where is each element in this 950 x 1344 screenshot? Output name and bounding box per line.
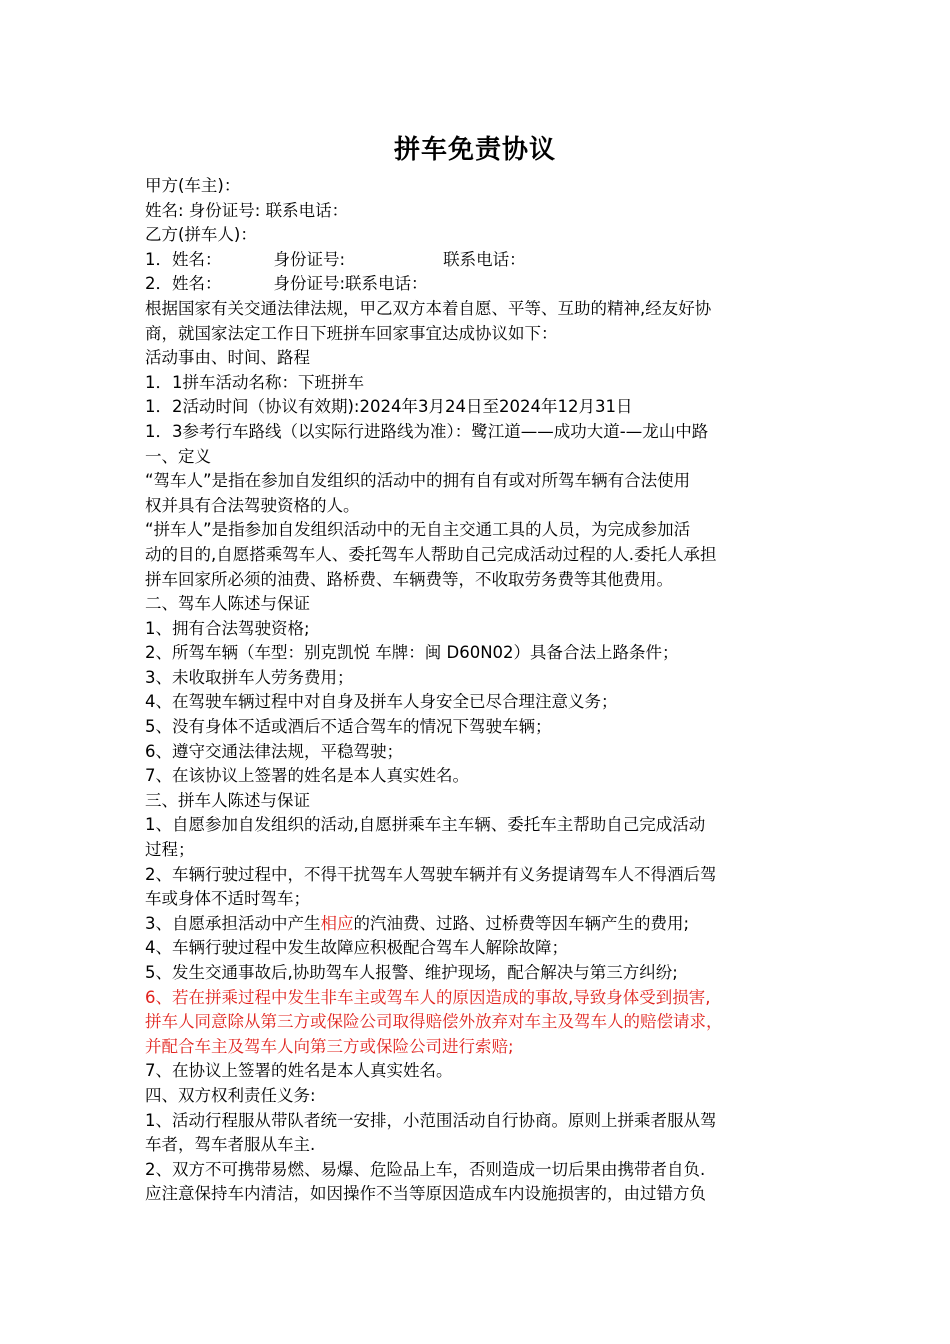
rider-clause-6c: 并配合车主及驾车人向第三方或保险公司进行索赔; bbox=[145, 1036, 514, 1056]
party-a-fields: 姓名: 身份证号: 联系电话： bbox=[145, 200, 349, 220]
activity-route: 1．3参考行车路线（以实际行进路线为准）：鹭江道——成功大道-—龙山中路 bbox=[145, 421, 709, 441]
party-b-2-name-label: 2．姓名： bbox=[145, 274, 222, 294]
party-b-person-2 bbox=[145, 272, 815, 297]
rider-clause-6b: 拼车人同意除从第三方或保险公司取得赔偿外放弃对车主及驾车人的赔偿请求， bbox=[145, 1012, 723, 1032]
rider-clause-6a: 6、若在拼乘过程中发生非车主或驾车人的原因造成的事故,导致身体受到损害, bbox=[145, 987, 711, 1007]
driver-clause-3: 3、未收取拼车人劳务费用； bbox=[145, 667, 354, 687]
definition-rider-1: “拼车人”是指参加自发组织活动中的无自主交通工具的人员，为完成参加活 bbox=[145, 520, 691, 540]
rider-clause-5: 5、发生交通事故后,协助驾车人报警、维护现场，配合解决与第三方纠纷; bbox=[145, 963, 678, 982]
rider-clause-4: 4、车辆行驶过程中发生故障应积极配合驾车人解除故障； bbox=[145, 938, 568, 958]
rider-clause-2b: 车或身体不适时驾车； bbox=[145, 889, 310, 909]
activity-time: 1．2活动时间（协议有效期):2024年3月24日至2024年12月31日 bbox=[145, 397, 633, 417]
driver-clause-6: 6、遵守交通法律法规，平稳驾驶； bbox=[145, 741, 403, 761]
activity-heading: 活动事由、时间、路程 bbox=[145, 348, 310, 368]
definition-driver-2: 权并具有合法驾驶资格的人。 bbox=[145, 495, 360, 515]
section-3-heading: 三、拼车人陈述与保证 bbox=[145, 790, 310, 810]
duty-clause-2b: 应注意保持车内清洁，如因操作不当等原因造成车内设施损害的，由过错方负 bbox=[145, 1184, 706, 1204]
section-2-heading: 二、驾车人陈述与保证 bbox=[145, 594, 310, 614]
duty-clause-1a: 1、活动行程服从带队者统一安排，小范围活动自行协商。原则上拼乘者服从驾 bbox=[145, 1110, 717, 1130]
definition-rider-3: 拼车回家所必须的油费、路桥费、车辆费等，不收取劳务费等其他费用。 bbox=[145, 569, 673, 589]
party-b-person-1 bbox=[145, 248, 815, 273]
rider-clause-3 bbox=[145, 912, 815, 937]
definition-driver-1: “驾车人”是指在参加自发组织的活动中的拥有自有或对所驾车辆有合法使用 bbox=[145, 471, 691, 491]
driver-clause-2: 2、所驾车辆（车型：别克凯悦 车牌：闽 D60N02）具备合法上路条件； bbox=[145, 643, 679, 663]
rider-clause-1a: 1、自愿参加自发组织的活动,自愿拼乘车主车辆、委托车主帮助自己完成活动 bbox=[145, 815, 706, 835]
driver-clause-7: 7、在该协议上签署的姓名是本人真实姓名。 bbox=[145, 766, 469, 786]
document-title: 拼车免责协议 bbox=[393, 135, 556, 165]
party-b-1-phone-label: 联系电话： bbox=[443, 249, 526, 269]
preamble-line-2: 商，就国家法定工作日下班拼车回家事宜达成协议如下： bbox=[145, 323, 558, 343]
duty-clause-1b: 车者，驾车者服从车主. bbox=[145, 1135, 316, 1155]
activity-name: 1．1拼车活动名称：下班拼车 bbox=[145, 372, 364, 392]
definition-rider-2: 动的目的,自愿搭乘驾车人、委托驾车人帮助自己完成活动过程的人.委托人承担 bbox=[145, 544, 717, 564]
party-b-heading: 乙方(拼车人)： bbox=[145, 225, 257, 245]
party-b-1-name-label: 1．姓名： bbox=[145, 249, 222, 269]
party-b-1-id-label: 身份证号: bbox=[273, 249, 346, 269]
rider-clause-2a: 2、车辆行驶过程中，不得干扰驾车人驾驶车辆并有义务提请驾车人不得酒后驾 bbox=[145, 864, 717, 884]
driver-clause-1: 1、拥有合法驾驶资格; bbox=[145, 618, 310, 638]
rider-clause-3-part-2: 的汽油费、过路、过桥费等因车辆产生的费用; bbox=[353, 913, 690, 933]
document-body bbox=[145, 174, 815, 1207]
section-4-heading: 四、双方权利责任义务: bbox=[145, 1085, 316, 1105]
preamble-line-1: 根据国家有关交通法律法规，甲乙双方本着自愿、平等、互助的精神,经友好协 bbox=[145, 298, 712, 318]
party-a-heading: 甲方(车主)： bbox=[145, 176, 241, 195]
rider-clause-3-part-1: 3、自愿承担活动中产生 bbox=[145, 913, 321, 933]
duty-clause-2a: 2、双方不可携带易燃、易爆、危险品上车，否则造成一切后果由携带者自负. bbox=[145, 1159, 706, 1179]
driver-clause-4: 4、在驾驶车辆过程中对自身及拼车人身安全已尽合理注意义务； bbox=[145, 692, 618, 712]
rider-clause-7: 7、在协议上签署的姓名是本人真实姓名。 bbox=[145, 1061, 453, 1081]
rider-clause-1b: 过程； bbox=[145, 840, 195, 860]
driver-clause-5: 5、没有身体不适或酒后不适合驾车的情况下驾驶车辆； bbox=[145, 717, 552, 737]
rider-clause-3-highlight: 相应 bbox=[320, 913, 354, 933]
party-b-2-id-phone-label: 身份证号:联系电话： bbox=[273, 274, 428, 294]
section-1-heading: 一、定义 bbox=[145, 446, 211, 466]
